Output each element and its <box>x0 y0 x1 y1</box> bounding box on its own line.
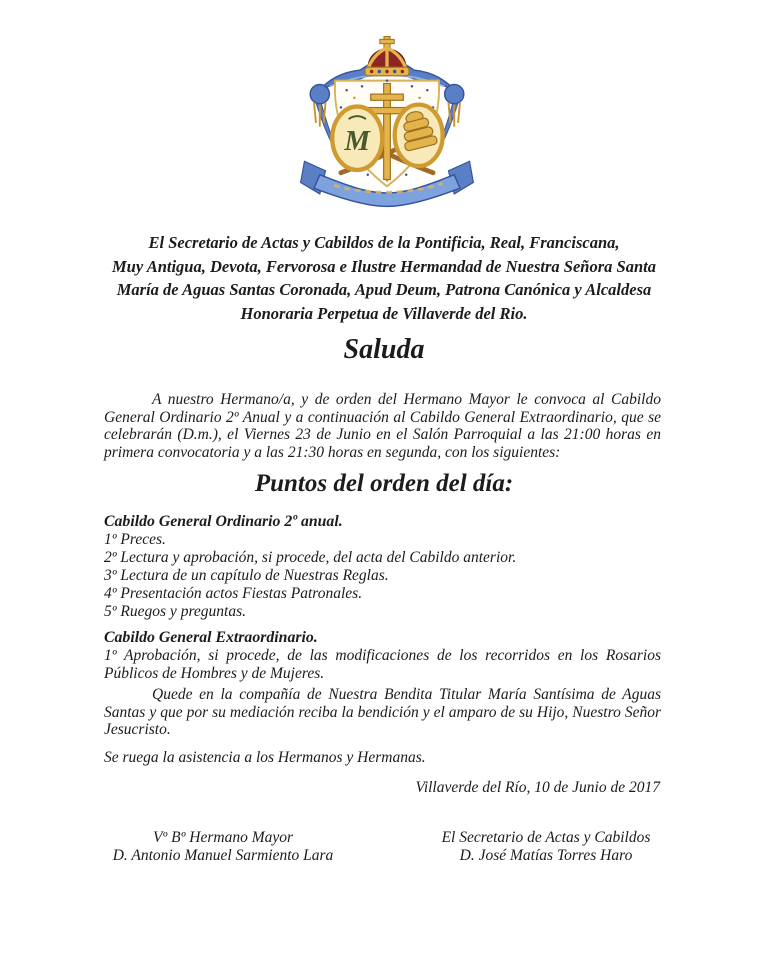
letterhead-line: Muy Antigua, Devota, Fervorosa e Ilustre Hermandad de Nuestra Señora Santa <box>112 256 656 276</box>
dateline: Villaverde del Río, 10 de Junio de 2017 <box>415 779 660 796</box>
agenda-item: 2º Lectura y aprobación, si procede, del acta del Cabildo anterior. <box>104 549 517 566</box>
letterhead-title <box>74 231 694 325</box>
closing-paragraph: Quede en la compañía de Nuestra Bendita Titular María Santísima de Aguas Santas y que por su mediación reciba la bendición y el amparo de su Hijo, Nuestro Señor Jesucristo. <box>104 686 661 739</box>
marian-monogram-medallion <box>332 107 382 170</box>
signature-title: Vº Bº Hermano Mayor <box>152 829 294 846</box>
signature-name: D. José Matías Torres Haro <box>459 847 633 864</box>
letterhead-line: El Secretario de Actas y Cabildos de la Pontificia, Real, Franciscana, <box>148 233 620 252</box>
tiara-medallion <box>395 105 443 166</box>
signature-name: D. Antonio Manuel Sarmiento Lara <box>112 847 334 864</box>
section-heading: Cabildo General Extraordinario. <box>104 629 318 646</box>
letterhead-line: María de Aguas Santas Coronada, Apud Deum, Patrona Canónica y Alcaldesa <box>116 280 652 299</box>
attendance-note: Se ruega la asistencia a los Hermanos y Hermanas. <box>104 749 426 766</box>
hermandad-crest-icon <box>291 30 483 210</box>
agenda-item: 5º Ruegos y preguntas. <box>104 603 246 620</box>
agenda-title: Puntos del orden del día: <box>254 470 514 497</box>
agenda-item: 3º Lectura de un capítulo de Nuestras Reglas. <box>104 567 389 584</box>
signature-title: El Secretario de Actas y Cabildos <box>441 829 651 846</box>
hermandad-crest-graphic <box>291 30 483 210</box>
salutation-heading: Saluda <box>343 334 425 365</box>
signature-block-secretario <box>416 829 676 865</box>
agenda-section-ordinario <box>104 513 661 621</box>
agenda-item: 1º Preces. <box>104 531 166 548</box>
convocation-paragraph: A nuestro Hermano/a, y de orden del Hermano Mayor le convoca al Cabildo General Ordinario 2º Anual y a continuación al Cabildo General Extraordinario, que se celebrarán (D.m.), el Viernes 23 de Junio en el Salón Parroquial a las 21:00 horas en primera convocatoria y a las 21:30 horas en segunda, con los siguientes: <box>104 391 661 461</box>
agenda-item: 4º Presentación actos Fiestas Patronales. <box>104 585 363 602</box>
section-heading: Cabildo General Ordinario 2º anual. <box>104 513 343 530</box>
agenda-section-extraordinario <box>104 629 661 682</box>
agenda-item: 1º Aprobación, si procede, de las modificaciones de los recorridos en los Rosarios Públicos de Hombres y de Mujeres. <box>104 647 661 682</box>
crown <box>365 36 409 75</box>
signature-block-hermano-mayor <box>93 829 353 865</box>
svg-text:M: M <box>344 124 371 157</box>
letterhead-line: Honoraria Perpetua de Villaverde del Rio. <box>240 303 528 323</box>
